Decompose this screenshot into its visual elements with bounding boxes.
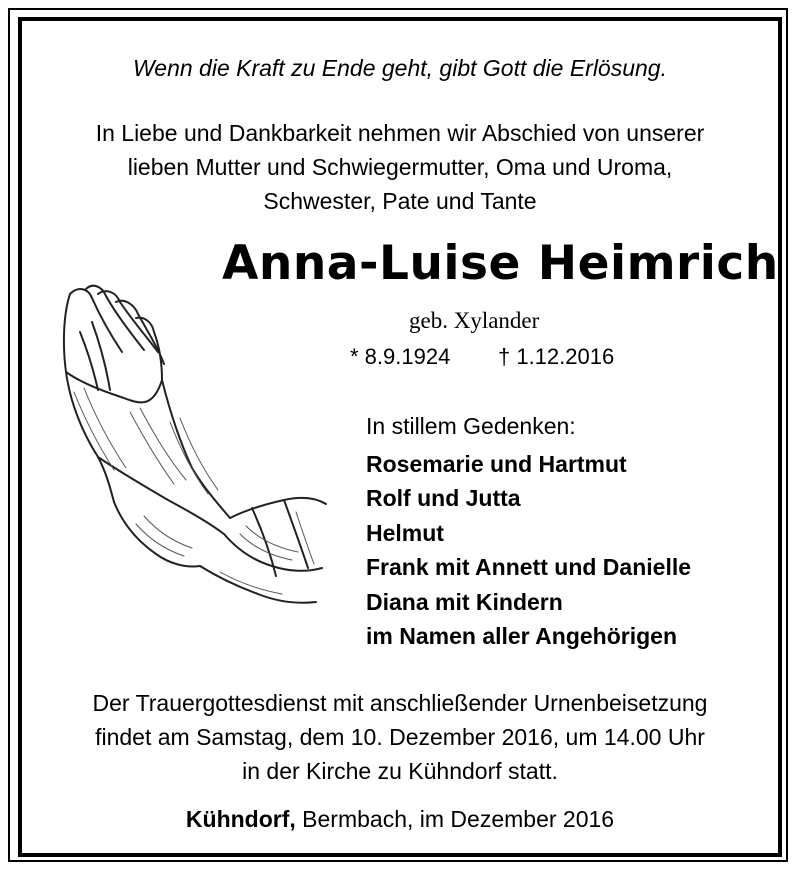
mourner: im Namen aller Angehörigen [366,623,677,650]
intro-line: lieben Mutter und Schwiegermutter, Oma und Uroma, [127,154,673,180]
maiden-name: geb. Xylander [409,308,540,333]
intro-line: Schwester, Pate und Tante [263,188,537,214]
service-announcement [0,686,800,788]
mourners-list [366,447,691,653]
service-line: Der Trauergottesdienst mit anschließender Urnenbeisetzung [92,690,708,716]
footer-place-bold: Kühndorf, [185,806,296,832]
service-line: findet am Samstag, dem 10. Dezember 2016, um 14.00 Uhr [95,724,705,750]
birth-date: * 8.9.1924 [350,344,451,369]
mourner: Rosemarie und Hartmut [366,451,627,477]
death-date: † 1.12.2016 [498,344,615,369]
intro-text [0,116,800,218]
mourner: Rolf und Jutta [366,485,521,512]
mourner: Diana mit Kindern [366,588,563,615]
footer-place-date [0,806,800,833]
mourner: Helmut [366,519,444,546]
footer-place-rest: Bermbach, im Dezember 2016 [295,806,615,832]
memory-heading: In stillem Gedenken: [366,413,576,439]
intro-line: In Liebe und Dankbarkeit nehmen wir Abschied von unserer [95,120,705,146]
mourner: Frank mit Annett und Danielle [366,554,692,581]
praying-hands-icon [40,272,340,612]
motto: Wenn die Kraft zu Ende geht, gibt Gott die Erlösung. [132,55,667,81]
service-line: in der Kirche zu Kühndorf statt. [242,758,558,784]
deceased-name: Anna-Luise Heimrich [222,236,779,291]
